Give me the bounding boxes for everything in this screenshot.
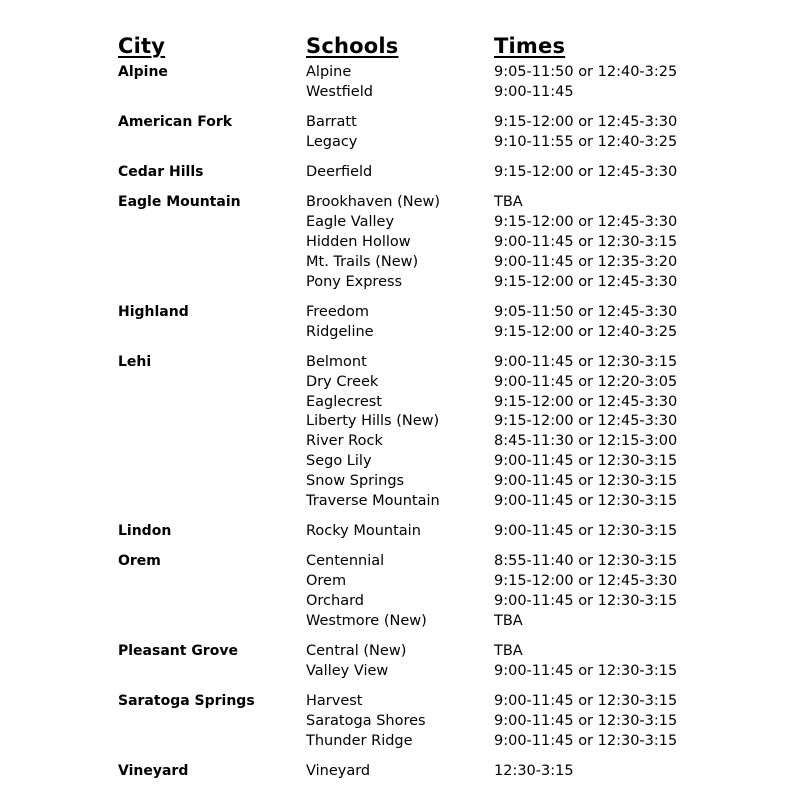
school-name: Hidden Hollow bbox=[306, 234, 411, 251]
school-name: River Rock bbox=[306, 433, 383, 450]
schedule-row bbox=[0, 113, 800, 133]
school-name: Westfield bbox=[306, 83, 373, 100]
city-group bbox=[0, 552, 800, 631]
schedule-row bbox=[0, 163, 800, 183]
session-times: TBA bbox=[494, 642, 523, 659]
school-name: Legacy bbox=[306, 133, 358, 150]
schedule-row bbox=[0, 732, 800, 752]
group-spacer bbox=[0, 751, 800, 762]
schedule-row bbox=[0, 642, 800, 662]
school-name: Harvest bbox=[306, 693, 363, 710]
session-times: 9:00-11:45 or 12:30-3:15 bbox=[494, 592, 678, 609]
city-name: Vineyard bbox=[118, 762, 189, 779]
school-name: Pony Express bbox=[306, 273, 403, 290]
school-name: Snow Springs bbox=[306, 472, 405, 489]
school-name: Orchard bbox=[306, 592, 365, 609]
school-name: Alpine bbox=[306, 64, 352, 80]
schedule-table bbox=[0, 63, 800, 782]
schedule-row bbox=[0, 63, 800, 83]
session-times: 9:00-11:45 or 12:30-3:15 bbox=[494, 732, 678, 749]
school-name: Dry Creek bbox=[306, 373, 379, 390]
schedule-row bbox=[0, 353, 800, 373]
session-times: TBA bbox=[494, 194, 523, 211]
schedule-row bbox=[0, 712, 800, 732]
session-times: 9:15-12:00 or 12:45-3:30 bbox=[494, 273, 678, 290]
session-times: 9:00-11:45 or 12:20-3:05 bbox=[494, 373, 678, 390]
schedule-row bbox=[0, 253, 800, 273]
school-name: Rocky Mountain bbox=[306, 522, 421, 539]
group-spacer bbox=[0, 682, 800, 693]
schedule-row bbox=[0, 83, 800, 103]
school-name: Valley View bbox=[306, 662, 389, 679]
school-name: Mt. Trails (New) bbox=[306, 253, 419, 270]
session-times: 9:00-11:45 or 12:30-3:15 bbox=[494, 492, 678, 509]
session-times: 12:30-3:15 bbox=[494, 762, 574, 779]
school-name: Ridgeline bbox=[306, 323, 374, 340]
city-group bbox=[0, 642, 800, 682]
school-name: Eaglecrest bbox=[306, 393, 382, 410]
session-times: 9:00-11:45 or 12:35-3:20 bbox=[494, 253, 678, 270]
city-name: Lehi bbox=[118, 354, 152, 371]
times-column-header: Times bbox=[494, 34, 566, 58]
schedule-row bbox=[0, 432, 800, 452]
schedule-row bbox=[0, 233, 800, 253]
schedule-row bbox=[0, 193, 800, 213]
schedule-row bbox=[0, 213, 800, 233]
session-times: 9:15-12:00 or 12:45-3:30 bbox=[494, 164, 678, 181]
schedule-row bbox=[0, 522, 800, 542]
school-name: Belmont bbox=[306, 354, 367, 371]
city-name: Highland bbox=[118, 303, 189, 320]
schedule-row bbox=[0, 452, 800, 472]
schedule-row bbox=[0, 412, 800, 432]
schedule-row bbox=[0, 612, 800, 632]
group-spacer bbox=[0, 511, 800, 522]
schedule-row bbox=[0, 323, 800, 343]
session-times: 9:00-11:45 or 12:30-3:15 bbox=[494, 472, 678, 489]
city-group bbox=[0, 163, 800, 183]
city-column-header: City bbox=[118, 34, 166, 58]
schools-column-header: Schools bbox=[306, 34, 399, 58]
city-group bbox=[0, 692, 800, 751]
school-name: Traverse Mountain bbox=[306, 492, 440, 509]
session-times: 9:00-11:45 or 12:30-3:15 bbox=[494, 522, 678, 539]
group-spacer bbox=[0, 542, 800, 553]
school-name: Barratt bbox=[306, 114, 357, 131]
schedule-row bbox=[0, 273, 800, 293]
school-name: Thunder Ridge bbox=[306, 732, 413, 749]
session-times: 8:45-11:30 or 12:15-3:00 bbox=[494, 433, 678, 450]
column-headers bbox=[0, 34, 800, 64]
city-group bbox=[0, 193, 800, 292]
group-spacer bbox=[0, 631, 800, 642]
school-name: Central (New) bbox=[306, 642, 407, 659]
city-name: American Fork bbox=[118, 114, 233, 131]
session-times: 9:15-12:00 or 12:40-3:25 bbox=[494, 323, 678, 340]
city-group bbox=[0, 762, 800, 782]
schedule-row bbox=[0, 303, 800, 323]
schedule-row bbox=[0, 492, 800, 512]
city-group bbox=[0, 303, 800, 343]
city-name: Alpine bbox=[118, 64, 168, 80]
city-group bbox=[0, 63, 800, 103]
group-spacer bbox=[0, 153, 800, 164]
schedule-row bbox=[0, 572, 800, 592]
school-name: Westmore (New) bbox=[306, 612, 427, 629]
school-name: Deerfield bbox=[306, 164, 373, 181]
school-name: Orem bbox=[306, 573, 347, 590]
session-times: 9:00-11:45 or 12:30-3:15 bbox=[494, 712, 678, 729]
city-group bbox=[0, 522, 800, 542]
city-name: Orem bbox=[118, 553, 161, 570]
schedule-row bbox=[0, 592, 800, 612]
schedule-row bbox=[0, 662, 800, 682]
city-name: Lindon bbox=[118, 522, 172, 539]
school-name: Vineyard bbox=[306, 762, 371, 779]
session-times: 9:10-11:55 or 12:40-3:25 bbox=[494, 133, 678, 150]
city-name: Pleasant Grove bbox=[118, 642, 238, 659]
schedule-row bbox=[0, 393, 800, 413]
session-times: 9:15-12:00 or 12:45-3:30 bbox=[494, 214, 678, 231]
session-times: TBA bbox=[494, 612, 523, 629]
schedule-row bbox=[0, 373, 800, 393]
city-group bbox=[0, 113, 800, 153]
schedule-row bbox=[0, 472, 800, 492]
group-spacer bbox=[0, 343, 800, 354]
session-times: 9:00-11:45 or 12:30-3:15 bbox=[494, 453, 678, 470]
school-name: Brookhaven (New) bbox=[306, 194, 441, 211]
session-times: 9:15-12:00 or 12:45-3:30 bbox=[494, 114, 678, 131]
group-spacer bbox=[0, 103, 800, 114]
school-name: Sego Lily bbox=[306, 453, 372, 470]
session-times: 9:00-11:45 or 12:30-3:15 bbox=[494, 693, 678, 710]
session-times: 9:00-11:45 or 12:30-3:15 bbox=[494, 662, 678, 679]
group-spacer bbox=[0, 292, 800, 303]
school-name: Saratoga Shores bbox=[306, 712, 426, 729]
schedule-row bbox=[0, 552, 800, 572]
school-name: Freedom bbox=[306, 303, 369, 320]
session-times: 9:00-11:45 or 12:30-3:15 bbox=[494, 354, 678, 371]
group-spacer bbox=[0, 183, 800, 194]
school-name: Centennial bbox=[306, 553, 385, 570]
session-times: 9:15-12:00 or 12:45-3:30 bbox=[494, 573, 678, 590]
session-times: 9:05-11:50 or 12:45-3:30 bbox=[494, 303, 678, 320]
schedule-row bbox=[0, 133, 800, 153]
session-times: 9:00-11:45 bbox=[494, 83, 574, 100]
session-times: 9:15-12:00 or 12:45-3:30 bbox=[494, 393, 678, 410]
city-name: Cedar Hills bbox=[118, 164, 204, 181]
session-times: 8:55-11:40 or 12:30-3:15 bbox=[494, 553, 678, 570]
school-name: Liberty Hills (New) bbox=[306, 413, 440, 430]
city-group bbox=[0, 353, 800, 511]
school-name: Eagle Valley bbox=[306, 214, 395, 231]
city-name: Eagle Mountain bbox=[118, 194, 241, 211]
schedule-row bbox=[0, 762, 800, 782]
session-times: 9:00-11:45 or 12:30-3:15 bbox=[494, 234, 678, 251]
schedule-row bbox=[0, 692, 800, 712]
session-times: 9:05-11:50 or 12:40-3:25 bbox=[494, 64, 678, 80]
city-name: Saratoga Springs bbox=[118, 693, 255, 710]
session-times: 9:15-12:00 or 12:45-3:30 bbox=[494, 413, 678, 430]
